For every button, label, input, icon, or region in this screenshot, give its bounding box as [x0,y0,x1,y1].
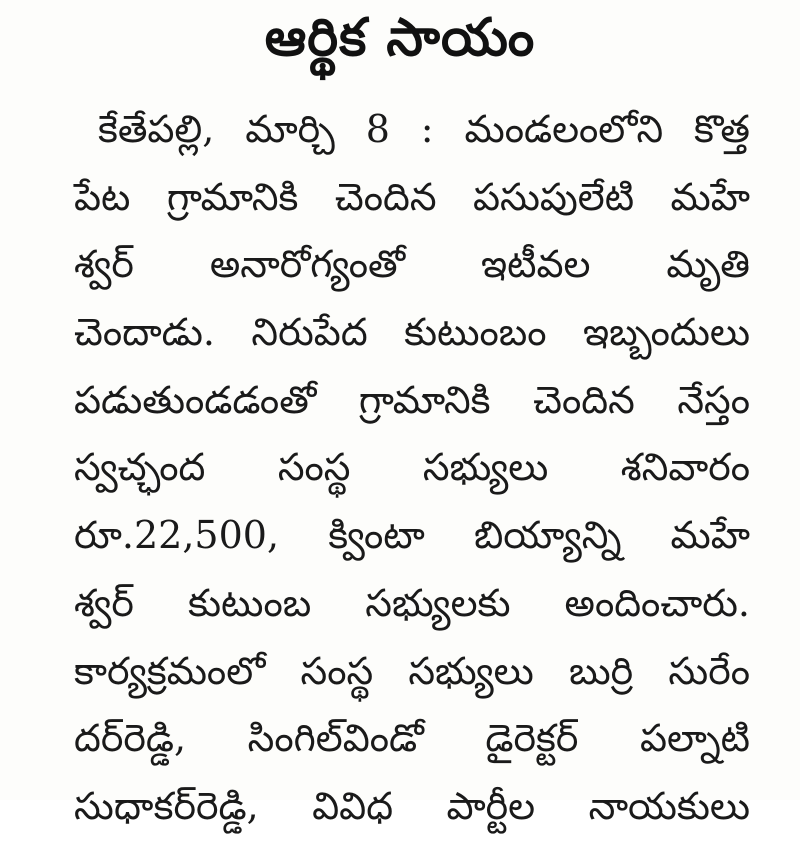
article-body [74,96,750,841]
article-line: శ్వర్ కుటుంబ సభ్యులకు అందించారు. [74,580,750,625]
article-line: చెందాడు. నిరుపేద కుటుంబం ఇబ్బందులు [74,310,750,355]
article-line: దర్‌రెడ్డి, సింగిల్‌విండో డైరెక్టర్ పల్నాటి [74,716,750,761]
article-line: పడుతుండడంతో గ్రామానికి చెందిన నేస్తం [74,377,750,422]
article-line: కేతేపల్లి, మార్చి 8 : మండలంలోని కొత్త [98,107,750,151]
headline: ఆర్థిక సాయం [264,8,536,68]
article-line: కార్యక్రమంలో సంస్థ సభ్యులు బుర్రి సురేం [74,648,750,693]
article-line: సుధాకర్‌రెడ్డి, వివిధ పార్టీల నాయకులు [74,783,750,828]
article-line: రూ.22,500, క్వింటా బియ్యాన్ని మహే [74,513,750,558]
article-line: పేట గ్రామానికి చెందిన పసుపులేటి మహే [74,174,750,219]
article-line: శ్వర్ అనారోగ్యంతో ఇటీవల మృతి [74,242,750,287]
article-line: స్వచ్ఛంద సంస్థ సభ్యులు శనివారం [74,445,750,490]
